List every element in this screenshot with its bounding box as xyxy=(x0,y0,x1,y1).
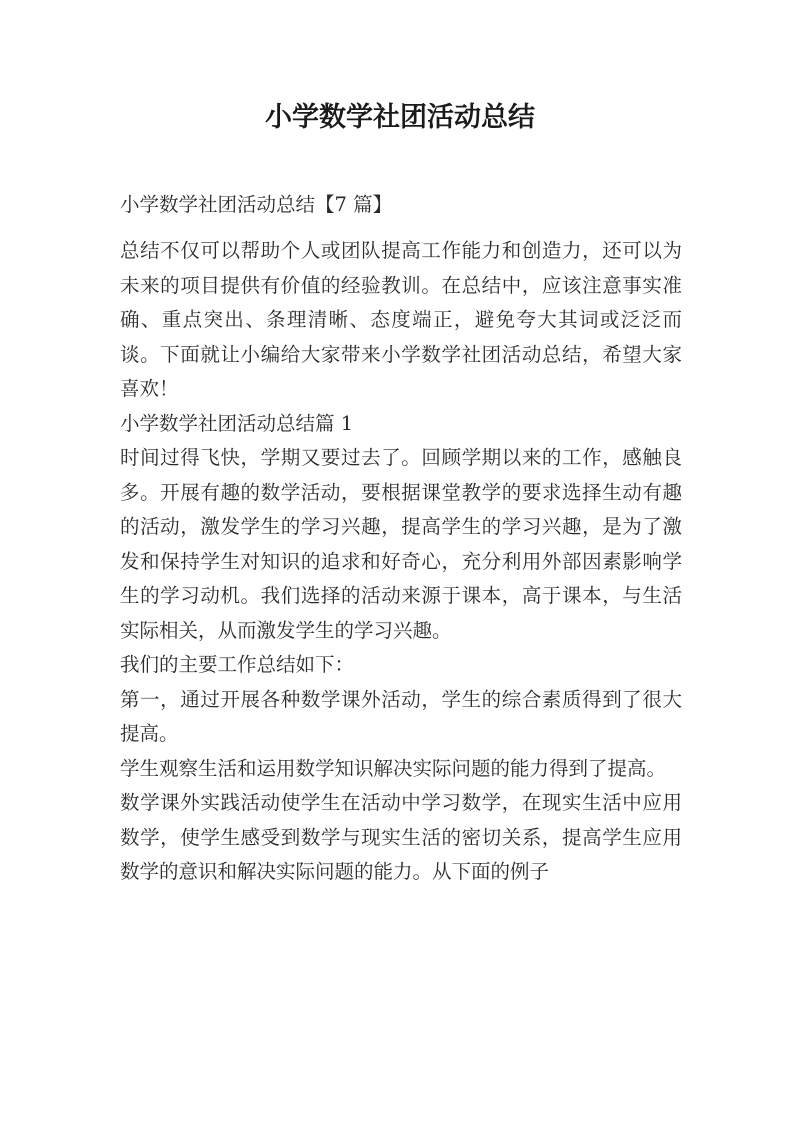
section-heading: 小学数学社团活动总结篇 1 xyxy=(120,411,354,435)
intro-paragraph: 总结不仅可以帮助个人或团队提高工作能力和创造力，还可以为未来的项目提供有价值的经验教训。在总结中，应该注意事实准确、重点突出、条理清晰、态度端正，避免夸大其词或泛泛而谈。下面就让小编给大家带来小学数学社团活动总结，希望大家喜欢！ xyxy=(120,239,682,400)
document-body xyxy=(120,234,682,890)
body-paragraph: 学生观察生活和运用数学知识解决实际问题的能力得到了提高。 xyxy=(120,756,667,780)
body-paragraph: 数学课外实践活动使学生在活动中学习数学，在现实生活中应用数学，使学生感受到数学与现实生活的密切关系，提高学生应用数学的意识和解决实际问题的能力。从下面的例子 xyxy=(120,791,682,883)
document-subtitle: 小学数学社团活动总结【7 篇】 xyxy=(120,193,393,216)
body-paragraph: 第一，通过开展各种数学课外活动，学生的综合素质得到了很大提高。 xyxy=(120,687,682,745)
body-paragraph: 时间过得飞快，学期又要过去了。回顾学期以来的工作，感触良多。开展有趣的数学活动，要根据课堂教学的要求选择生动有趣的活动，激发学生的学习兴趣，提高学生的学习兴趣，是为了激发和保持学生对知识的追求和好奇心，充分利用外部因素影响学生的学习动机。我们选择的活动来源于课本，高于课本，与生活实际相关，从而激发学生的学习兴趣。 xyxy=(120,446,682,642)
body-paragraph: 我们的主要工作总结如下： xyxy=(120,653,355,676)
document-title: 小学数学社团活动总结 xyxy=(265,102,535,133)
